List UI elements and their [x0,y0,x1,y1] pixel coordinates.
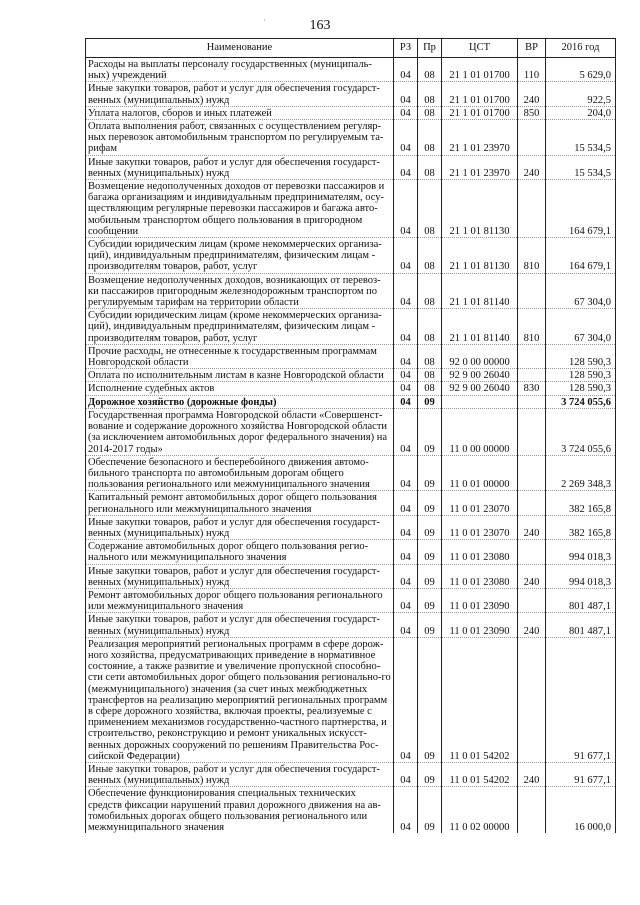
table-body [86,58,616,834]
cell-name: Иные закупки товаров, работ и услуг для обеспечения государст-венных (муниципальных) нужд [86,564,394,588]
cell-pr: 09 [418,613,442,637]
cell-amount: 15 534,5 [546,120,616,156]
cell-amount: 91 677,1 [546,762,616,786]
cell-pr: 09 [418,564,442,588]
cell-name: Иные закупки товаров, работ и услуг для обеспечения государст-венных (муниципальных) нужд [86,82,394,106]
cell-cst: 11 0 01 54202 [442,637,518,762]
cell-rz: 04 [394,637,418,762]
cell-cst [442,395,518,408]
cell-amount: 16 000,0 [546,787,616,833]
cell-pr: 08 [418,82,442,106]
table-row [86,588,616,612]
cell-pr: 09 [418,515,442,539]
cell-rz: 04 [394,273,418,309]
cell-vr [518,787,546,833]
cell-pr: 08 [418,344,442,368]
cell-cst: 11 0 01 23090 [442,588,518,612]
cell-name: Возмещение недополученных доходов, возникающих от перевоз-ки пассажиров пригородным железнодорожным транспортом по регулируемым тарифам на территории области [86,273,394,309]
cell-amount: 382 165,8 [546,491,616,515]
cell-vr: 240 [518,155,546,179]
cell-vr [518,491,546,515]
table-row [86,540,616,564]
cell-amount: 128 590,3 [546,369,616,382]
cell-pr: 08 [418,58,442,82]
cell-rz: 04 [394,106,418,119]
cell-cst: 11 0 01 54202 [442,762,518,786]
cell-pr: 09 [418,455,442,491]
cell-name: Субсидии юридическим лицам (кроме некоммерческих организа-ций), индивидуальным предпринимателям, физическим лицам - производителям товаров, работ, услуг [86,309,394,345]
table-row [86,408,616,455]
cell-cst: 21 1 01 01700 [442,58,518,82]
table-row [86,155,616,179]
cell-rz: 04 [394,155,418,179]
cell-amount: 67 304,0 [546,309,616,345]
cell-name: Обеспечение безопасного и бесперебойного движения автомо-бильного транспорта по автомобильным дорогам общего пользования регионального или межмуниципального значения [86,455,394,491]
cell-rz: 04 [394,787,418,833]
cell-amount: 801 487,1 [546,588,616,612]
cell-vr [518,637,546,762]
cell-rz: 04 [394,382,418,395]
cell-vr [518,395,546,408]
table-row [86,455,616,491]
cell-pr: 09 [418,588,442,612]
header-cst: ЦСТ [442,39,518,58]
table-row [86,238,616,274]
budget-table [85,38,616,833]
header-vr: ВР [518,39,546,58]
cell-vr: 830 [518,382,546,395]
cell-rz: 04 [394,369,418,382]
table-row [86,58,616,82]
cell-name: Уплата налогов, сборов и иных платежей [86,106,394,119]
cell-vr [518,588,546,612]
cell-name: Реализация мероприятий региональных программ в сфере дорож-ного хозяйства, предусматривающих приведение в нормативное состояние, а также развитие и увеличение пропускной способно-сти сети автомобильных дорог общего пользования регионально-го (межмуниципального) значения (за счет иных межбюджетных трансфертов на реализацию мероприятий региональных программ в сфере дорожного хозяйства, включая проекты, реализуемые с применением механизмов государственно-частного партнерства, и строительство, реконструкцию и ремонт уникальных искусст-венных дорожных сооружений по решениям Правительства Рос-сийской Федерации) [86,637,394,762]
cell-rz: 04 [394,120,418,156]
cell-vr [518,369,546,382]
cell-cst: 21 1 01 23970 [442,120,518,156]
cell-pr: 09 [418,408,442,455]
cell-rz: 04 [394,455,418,491]
cell-rz: 04 [394,344,418,368]
table-row [86,491,616,515]
cell-rz: 04 [394,564,418,588]
cell-cst: 11 0 01 23090 [442,613,518,637]
cell-cst: 92 9 00 26040 [442,382,518,395]
cell-pr: 08 [418,120,442,156]
header-year: 2016 год [546,39,616,58]
cell-vr: 240 [518,564,546,588]
cell-pr: 08 [418,273,442,309]
cell-name: Оплата по исполнительным листам в казне Новгородской области [86,369,394,382]
cell-cst: 21 1 01 01700 [442,106,518,119]
cell-name: Возмещение недополученных доходов от перевозки пассажиров и багажа организациям и индивидуальным предпринимателям, осу-ществляющим регулярные перевозки пассажиров и багажа авто-мобильным транспортом общего пользования в пригородном сообщении [86,180,394,238]
cell-vr: 810 [518,309,546,345]
cell-name: Оплата выполнения работ, связанных с осуществлением регуляр-ных перевозок автомобильным транспортом по регулируемым та-рифам [86,120,394,156]
cell-cst: 11 0 01 00000 [442,455,518,491]
cell-rz: 04 [394,238,418,274]
header-rz: РЗ [394,39,418,58]
cell-pr: 08 [418,155,442,179]
cell-amount: 91 677,1 [546,637,616,762]
cell-pr: 08 [418,309,442,345]
cell-vr: 810 [518,238,546,274]
table-row [86,180,616,238]
cell-name: Прочие расходы, не отнесенные к государственным программам Новгородской области [86,344,394,368]
cell-vr: 240 [518,515,546,539]
cell-vr: 240 [518,82,546,106]
cell-vr [518,273,546,309]
cell-cst: 11 0 00 00000 [442,408,518,455]
cell-name: Иные закупки товаров, работ и услуг для обеспечения государст-венных (муниципальных) нужд [86,762,394,786]
cell-pr: 08 [418,238,442,274]
table-row [86,369,616,382]
cell-pr: 09 [418,395,442,408]
cell-pr: 09 [418,762,442,786]
table-row [86,787,616,833]
cell-name: Капитальный ремонт автомобильных дорог общего пользования регионального или межмуниципального значения [86,491,394,515]
cell-cst: 21 1 01 81130 [442,180,518,238]
cell-rz: 04 [394,515,418,539]
cell-amount: 3 724 055,6 [546,395,616,408]
table-row [86,637,616,762]
table-row [86,382,616,395]
cell-cst: 21 1 01 23970 [442,155,518,179]
cell-amount: 5 629,0 [546,58,616,82]
cell-vr [518,408,546,455]
cell-amount: 2 269 348,3 [546,455,616,491]
cell-cst: 21 1 01 01700 [442,82,518,106]
cell-amount: 128 590,3 [546,382,616,395]
cell-cst: 11 0 01 23070 [442,515,518,539]
cell-pr: 08 [418,106,442,119]
cell-amount: 994 018,3 [546,564,616,588]
cell-name: Иные закупки товаров, работ и услуг для обеспечения государст-венных (муниципальных) нужд [86,515,394,539]
cell-vr [518,455,546,491]
cell-cst: 92 0 00 00000 [442,344,518,368]
cell-amount: 3 724 055,6 [546,408,616,455]
cell-cst: 92 9 00 26040 [442,369,518,382]
cell-rz: 04 [394,180,418,238]
cell-amount: 164 679,1 [546,238,616,274]
cell-name: Содержание автомобильных дорог общего пользования регио-нального или межмуниципального значения [86,540,394,564]
cell-amount: 922,5 [546,82,616,106]
cell-pr: 08 [418,180,442,238]
cell-cst: 21 1 01 81140 [442,309,518,345]
table-row [86,106,616,119]
cell-rz: 04 [394,395,418,408]
cell-amount: 164 679,1 [546,180,616,238]
cell-rz: 04 [394,408,418,455]
cell-vr: 850 [518,106,546,119]
table-row [86,309,616,345]
table-row [86,82,616,106]
cell-rz: 04 [394,762,418,786]
header-pr: Пр [418,39,442,58]
cell-amount: 382 165,8 [546,515,616,539]
table-row [86,395,616,408]
table-row [86,564,616,588]
cell-cst: 11 0 01 23080 [442,540,518,564]
cell-pr: 08 [418,382,442,395]
cell-name: Иные закупки товаров, работ и услуг для обеспечения государст-венных (муниципальных) нужд [86,613,394,637]
cell-pr: 09 [418,637,442,762]
cell-amount: 15 534,5 [546,155,616,179]
cell-cst: 11 0 01 23070 [442,491,518,515]
cell-name: Дорожное хозяйство (дорожные фонды) [86,395,394,408]
cell-name: Ремонт автомобильных дорог общего пользования регионального или межмуниципального значения [86,588,394,612]
table-row [86,120,616,156]
cell-amount: 801 487,1 [546,613,616,637]
table-row [86,515,616,539]
cell-vr: 240 [518,762,546,786]
cell-name: Расходы на выплаты персоналу государственных (муниципаль-ных) учреждений [86,58,394,82]
cell-vr: 240 [518,613,546,637]
cell-vr [518,120,546,156]
cell-cst: 11 0 01 23080 [442,564,518,588]
cell-rz: 04 [394,491,418,515]
cell-amount: 204,0 [546,106,616,119]
cell-amount: 67 304,0 [546,273,616,309]
cell-name: Исполнение судебных актов [86,382,394,395]
cell-amount: 994 018,3 [546,540,616,564]
cell-name: Иные закупки товаров, работ и услуг для обеспечения государст-венных (муниципальных) нужд [86,155,394,179]
cell-name: Государственная программа Новгородской области «Совершенст-вование и содержание дорожного хозяйства Новгородской области (за исключением автомобильных дорог федерального значения) на 2014-2017 годы» [86,408,394,455]
table-row [86,613,616,637]
cell-cst: 21 1 01 81130 [442,238,518,274]
table-row [86,344,616,368]
cell-cst: 11 0 02 00000 [442,787,518,833]
cell-vr [518,180,546,238]
header-name: Наименование [86,39,394,58]
cell-pr: 08 [418,369,442,382]
cell-cst: 21 1 01 81140 [442,273,518,309]
cell-rz: 04 [394,82,418,106]
cell-vr: 110 [518,58,546,82]
cell-rz: 04 [394,588,418,612]
cell-vr [518,540,546,564]
cell-name: Субсидии юридическим лицам (кроме некоммерческих организа-ций), индивидуальным предпринимателям, физическим лицам - производителям товаров, работ, услуг [86,238,394,274]
table-header-row [86,39,616,58]
cell-pr: 09 [418,787,442,833]
cell-vr [518,344,546,368]
scan-speck: · [263,16,266,25]
table-row [86,762,616,786]
cell-rz: 04 [394,540,418,564]
page-number: 163 [309,18,331,33]
cell-name: Обеспечение функционирования специальных технических средств фиксации нарушений правил дорожного движения на ав-томобильных дорогах общего пользования регионального или межмуниципального значения [86,787,394,833]
table-row [86,273,616,309]
cell-rz: 04 [394,613,418,637]
cell-rz: 04 [394,58,418,82]
cell-amount: 128 590,3 [546,344,616,368]
cell-pr: 09 [418,491,442,515]
cell-rz: 04 [394,309,418,345]
cell-pr: 09 [418,540,442,564]
